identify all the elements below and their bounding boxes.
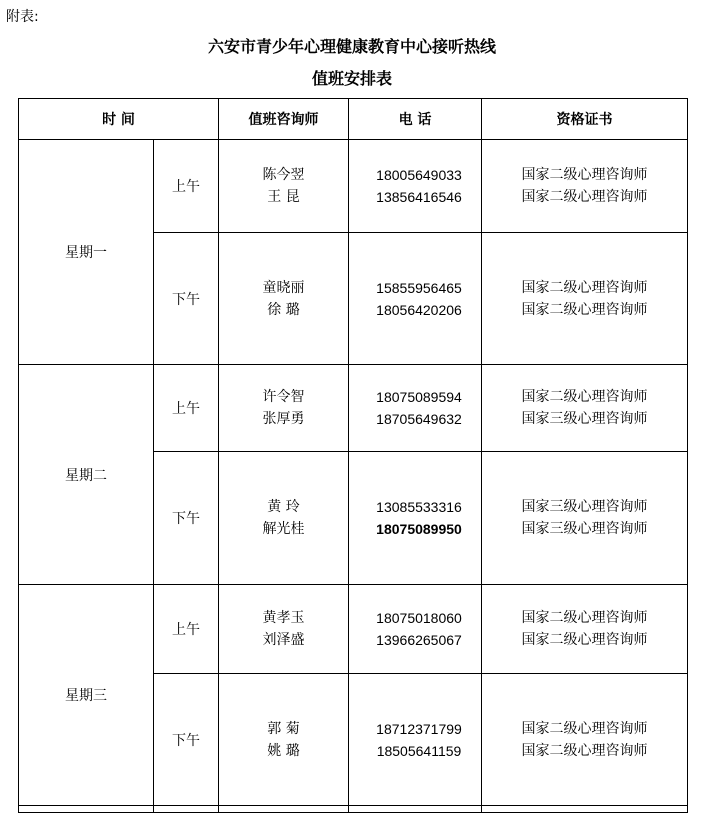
counselor-cell <box>219 674 349 806</box>
counselor-name: 童晓丽 <box>262 279 305 296</box>
period-cell: 上午 <box>154 365 219 452</box>
day-cell: 星期二 <box>19 365 154 585</box>
table-row <box>19 140 688 233</box>
counselor-cell <box>219 585 349 674</box>
period-cell: 下午 <box>154 233 219 365</box>
counselor-name: 张厚勇 <box>262 411 305 427</box>
counselor-cell <box>219 140 349 233</box>
period-cell: 上午 <box>154 585 219 674</box>
qualification: 国家二级心理咨询师 <box>521 301 648 318</box>
header-phone: 电 话 <box>349 99 482 140</box>
counselor-name: 徐 璐 <box>267 301 300 318</box>
table-row <box>19 365 688 452</box>
period-cell: 下午 <box>154 452 219 585</box>
qualification: 国家三级心理咨询师 <box>521 521 648 537</box>
qualification-cell <box>482 585 688 674</box>
schedule-table <box>18 98 688 813</box>
phone-cell <box>349 585 482 674</box>
phone-number: 13856416546 <box>376 189 462 205</box>
header-time: 时 间 <box>19 99 219 140</box>
qualification-cell <box>482 140 688 233</box>
counselor-cell <box>219 452 349 585</box>
counselor-name: 许令智 <box>262 389 305 405</box>
qualification: 国家二级心理咨询师 <box>521 167 648 183</box>
qualification: 国家二级心理咨询师 <box>521 279 648 296</box>
phone-cell <box>349 365 482 452</box>
counselor-name: 刘泽盛 <box>262 632 305 648</box>
phone-number: 13966265067 <box>376 632 462 648</box>
phone-cell <box>349 140 482 233</box>
qualification-cell <box>482 452 688 585</box>
table-row <box>19 585 688 674</box>
qualification: 国家二级心理咨询师 <box>521 742 648 759</box>
phone-number: 15855956465 <box>376 279 462 296</box>
header-qualification: 资格证书 <box>482 99 688 140</box>
qualification: 国家二级心理咨询师 <box>521 389 648 405</box>
table-row-continuation <box>19 806 688 813</box>
qualification: 国家二级心理咨询师 <box>521 610 648 626</box>
qualification: 国家三级心理咨询师 <box>521 499 648 515</box>
qualification: 国家二级心理咨询师 <box>521 632 648 648</box>
phone-number: 13085533316 <box>376 499 462 515</box>
period-cell: 下午 <box>154 674 219 806</box>
qualification: 国家三级心理咨询师 <box>521 411 648 427</box>
period-cell: 上午 <box>154 140 219 233</box>
phone-cell <box>349 674 482 806</box>
qualification: 国家二级心理咨询师 <box>521 720 648 737</box>
phone-number: 18056420206 <box>376 301 462 318</box>
qualification-cell <box>482 233 688 365</box>
day-cell: 星期一 <box>19 140 154 365</box>
counselor-name: 王 昆 <box>267 189 300 205</box>
counselor-name: 郭 菊 <box>267 720 300 737</box>
counselor-name: 姚 璐 <box>267 742 300 759</box>
counselor-cell <box>219 233 349 365</box>
phone-number: 18075018060 <box>376 610 462 626</box>
qualification-cell <box>482 365 688 452</box>
phone-cell <box>349 452 482 585</box>
phone-number: 18705649632 <box>376 411 462 427</box>
phone-number: 18005649033 <box>376 167 462 183</box>
header-counselor: 值班咨询师 <box>219 99 349 140</box>
document-title: 六安市青少年心理健康教育中心接听热线 <box>207 37 496 56</box>
counselor-name: 黄孝玉 <box>262 610 305 626</box>
qualification: 国家二级心理咨询师 <box>521 189 648 205</box>
phone-number: 18075089950 <box>376 521 462 537</box>
counselor-name: 陈今翌 <box>262 167 305 183</box>
phone-number: 18505641159 <box>376 742 462 759</box>
counselor-cell <box>219 365 349 452</box>
day-cell: 星期三 <box>19 585 154 806</box>
phone-cell <box>349 233 482 365</box>
attachment-label: 附表: <box>6 9 39 25</box>
counselor-name: 解光桂 <box>262 521 305 537</box>
phone-number: 18712371799 <box>376 720 462 737</box>
header-row <box>19 99 688 140</box>
document-subtitle: 值班安排表 <box>311 69 392 88</box>
qualification-cell <box>482 674 688 806</box>
phone-number: 18075089594 <box>376 389 462 405</box>
counselor-name: 黄 玲 <box>267 499 300 515</box>
